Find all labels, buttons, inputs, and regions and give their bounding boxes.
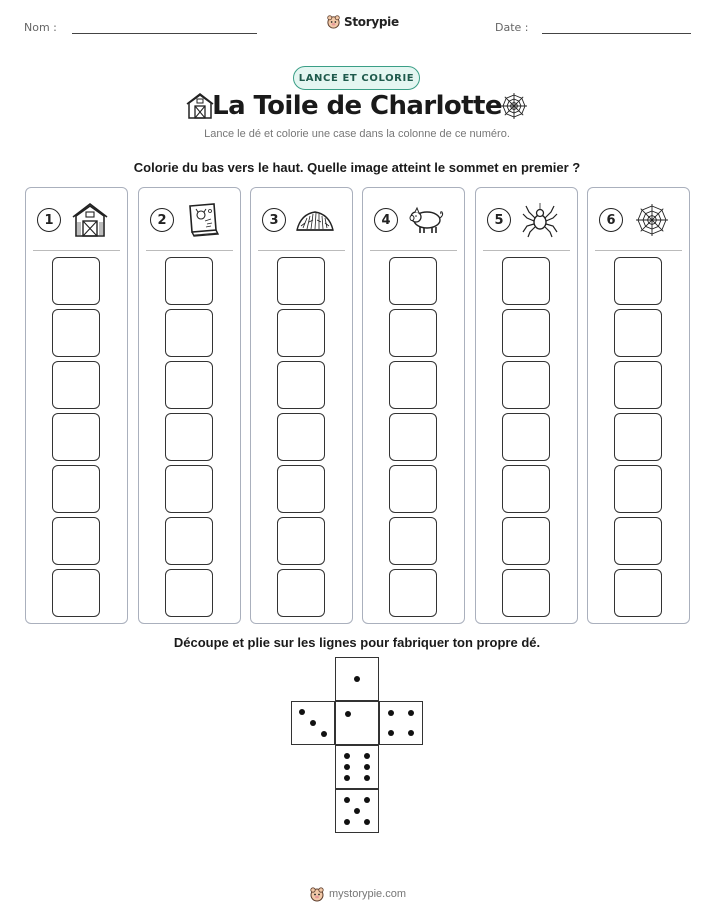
dice-pip [354, 676, 360, 682]
coloring-instruction: Colorie du bas vers le haut. Quelle image atteint le sommet en premier ? [133, 160, 581, 175]
column-divider [33, 250, 120, 251]
color-cell[interactable] [614, 465, 662, 513]
column-number: 4 [374, 208, 398, 232]
column-5 [475, 187, 578, 624]
haystack-icon [295, 202, 335, 238]
dice-face-right [379, 701, 423, 745]
dice-face-top [335, 657, 379, 701]
dice-pip [344, 764, 350, 770]
color-cell[interactable] [389, 309, 437, 357]
column-divider [595, 250, 682, 251]
column-number: 5 [487, 208, 511, 232]
dice-pip [364, 753, 370, 759]
dice-instruction: Découpe et plie sur les lignes pour fabriquer ton propre dé. [173, 635, 541, 650]
dice-pip [344, 775, 350, 781]
color-cell[interactable] [277, 517, 325, 565]
dice-pip [364, 764, 370, 770]
dice-pip [408, 730, 414, 736]
color-cell[interactable] [614, 569, 662, 617]
storypie-mascot-icon [309, 886, 325, 902]
pig-icon [407, 202, 447, 238]
color-cell[interactable] [389, 413, 437, 461]
color-cell[interactable] [52, 413, 100, 461]
color-cell[interactable] [52, 569, 100, 617]
column-divider [146, 250, 233, 251]
color-cell[interactable] [389, 257, 437, 305]
color-cell[interactable] [165, 569, 213, 617]
dice-pip [364, 797, 370, 803]
footer-url[interactable]: mystorypie.com [329, 888, 407, 900]
date-label: Date : [495, 21, 529, 34]
color-cell[interactable] [165, 257, 213, 305]
color-cell[interactable] [277, 569, 325, 617]
dice-pip [310, 720, 316, 726]
color-cell[interactable] [52, 309, 100, 357]
column-divider [370, 250, 457, 251]
column-divider [258, 250, 345, 251]
page-title: La Toile de Charlotte [212, 91, 502, 121]
dice-face-center [335, 701, 379, 745]
color-cell[interactable] [52, 361, 100, 409]
dice-pip [364, 819, 370, 825]
brand-name: Storypie [344, 14, 399, 29]
color-cell[interactable] [502, 361, 550, 409]
name-label: Nom : [24, 21, 57, 34]
spider-icon [520, 202, 560, 238]
color-cell[interactable] [277, 309, 325, 357]
color-cell[interactable] [614, 309, 662, 357]
color-cell[interactable] [165, 465, 213, 513]
color-cell[interactable] [165, 517, 213, 565]
footer [309, 886, 406, 902]
column-number: 2 [150, 208, 174, 232]
dice-pip [299, 709, 305, 715]
column-6 [587, 187, 690, 624]
dice-pip [388, 730, 394, 736]
color-cell[interactable] [614, 361, 662, 409]
color-cell[interactable] [277, 361, 325, 409]
spiderweb-icon [500, 92, 528, 120]
color-cell[interactable] [502, 309, 550, 357]
color-cell[interactable] [614, 517, 662, 565]
column-number: 3 [262, 208, 286, 232]
color-cell[interactable] [502, 569, 550, 617]
column-number: 6 [599, 208, 623, 232]
color-cell[interactable] [389, 361, 437, 409]
color-cell[interactable] [52, 517, 100, 565]
column-number: 1 [37, 208, 61, 232]
spiderweb-icon [632, 202, 672, 238]
brand-logo [326, 14, 399, 29]
storypie-mascot-icon [326, 14, 341, 29]
dice-pip [408, 710, 414, 716]
column-2 [138, 187, 241, 624]
name-line[interactable] [72, 33, 257, 34]
book-icon [183, 202, 223, 238]
dice-pip [354, 808, 360, 814]
dice-face-back [335, 789, 379, 833]
activity-badge: LANCE ET COLORIE [293, 66, 420, 90]
subtitle: Lance le dé et colorie une case dans la colonne de ce numéro. [204, 128, 510, 140]
color-cell[interactable] [52, 465, 100, 513]
color-cell[interactable] [165, 413, 213, 461]
color-cell[interactable] [52, 257, 100, 305]
color-cell[interactable] [277, 257, 325, 305]
column-1 [25, 187, 128, 624]
date-line[interactable] [542, 33, 691, 34]
color-cell[interactable] [502, 413, 550, 461]
color-cell[interactable] [389, 569, 437, 617]
dice-pip [344, 819, 350, 825]
color-cell[interactable] [614, 413, 662, 461]
color-cell[interactable] [502, 257, 550, 305]
color-cell[interactable] [165, 361, 213, 409]
dice-pip [345, 711, 351, 717]
color-cell[interactable] [277, 413, 325, 461]
color-cell[interactable] [614, 257, 662, 305]
color-cell[interactable] [389, 517, 437, 565]
color-cell[interactable] [389, 465, 437, 513]
barn-icon [70, 202, 110, 238]
dice-pip [321, 731, 327, 737]
color-cell[interactable] [502, 465, 550, 513]
dice-pip [344, 753, 350, 759]
dice-pip [344, 797, 350, 803]
column-4 [362, 187, 465, 624]
dice-face-bottom [335, 745, 379, 789]
color-cell[interactable] [277, 465, 325, 513]
column-3 [250, 187, 353, 624]
color-cell[interactable] [502, 517, 550, 565]
column-divider [483, 250, 570, 251]
dice-pip [388, 710, 394, 716]
dice-pip [364, 775, 370, 781]
dice-face-left [291, 701, 335, 745]
color-cell[interactable] [165, 309, 213, 357]
